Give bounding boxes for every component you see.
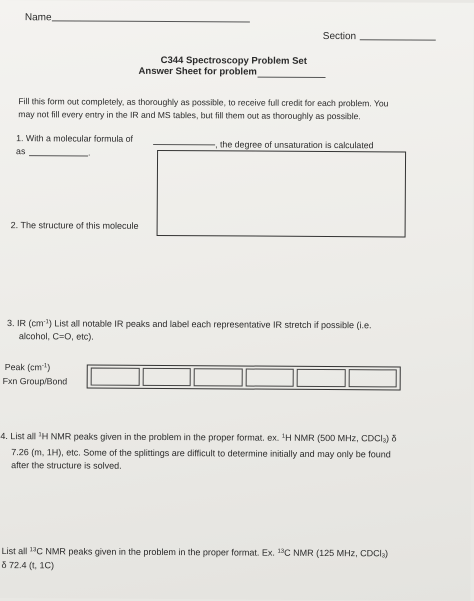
q1-text-part-2: , the degree of unsaturation is calculated [215, 139, 374, 151]
page-subtitle: Answer Sheet for problem [138, 65, 257, 78]
q3-line-2: alcohol, C=O, etc). [18, 331, 94, 342]
instructions-line-2: may not fill every entry in the IR and MS tables, but fill them out as thoroughly as possible. [18, 109, 361, 122]
ir-peak-row-label: Peak $(cm^{-1})$ [4, 362, 51, 373]
q5-line-2: δ 72.4 (t, 1C) [1, 560, 55, 571]
q2-label: 2. The structure of this molecule [10, 220, 139, 231]
q1-period: . [88, 147, 91, 158]
ir-table-cell[interactable] [142, 368, 191, 386]
problem-number-field[interactable] [258, 77, 326, 78]
section-label: Section [322, 30, 357, 43]
unsaturation-field[interactable] [29, 155, 88, 156]
ir-group-row-label: Fxn Group/Bond [2, 376, 68, 387]
ir-table-cell[interactable] [348, 369, 397, 387]
page-title: C344 Spectroscopy Problem Set [160, 54, 307, 67]
q1-text-part-1: 1. With a molecular formula of [16, 133, 134, 144]
q5-line-1: List all $^{13}$C NMR peaks given in the problem in the proper format. Ex. $^{13}$C NMR (125 MHz, CDCl$_3$) [1, 546, 389, 560]
ir-peaks-table [87, 365, 401, 391]
ir-table-cell[interactable] [297, 369, 346, 387]
name-field[interactable] [52, 20, 250, 22]
name-label: Name [24, 12, 52, 24]
structure-drawing-box[interactable] [157, 150, 407, 238]
q4-line-2: 7.26 (m, 1H), etc. Some of the splittings are difficult to determine initially and may only be found [11, 447, 391, 460]
molecular-formula-field[interactable] [153, 144, 215, 145]
ir-table-cell[interactable] [194, 368, 243, 386]
q4-line-1: 4. List all $^1$H NMR peaks given in the problem in the proper format. ex. $^1$H NMR (500 MHz, CDCl$_3$) δ [0, 431, 397, 445]
q4-line-3: after the structure is solved. [11, 460, 122, 471]
ir-table-cell[interactable] [91, 368, 140, 386]
instructions-line-1: Fill this form out completely, as thoroughly as possible, to receive full credit for each problem. You [18, 96, 389, 109]
section-field[interactable] [360, 39, 436, 40]
ir-table-cell[interactable] [245, 369, 294, 387]
q1-text-part-3: as [16, 146, 26, 157]
q3-line-1: 3. IR $(cm^{-1})$ List all notable IR peaks and label each representative IR stretch if possible (i.e. [6, 318, 372, 331]
